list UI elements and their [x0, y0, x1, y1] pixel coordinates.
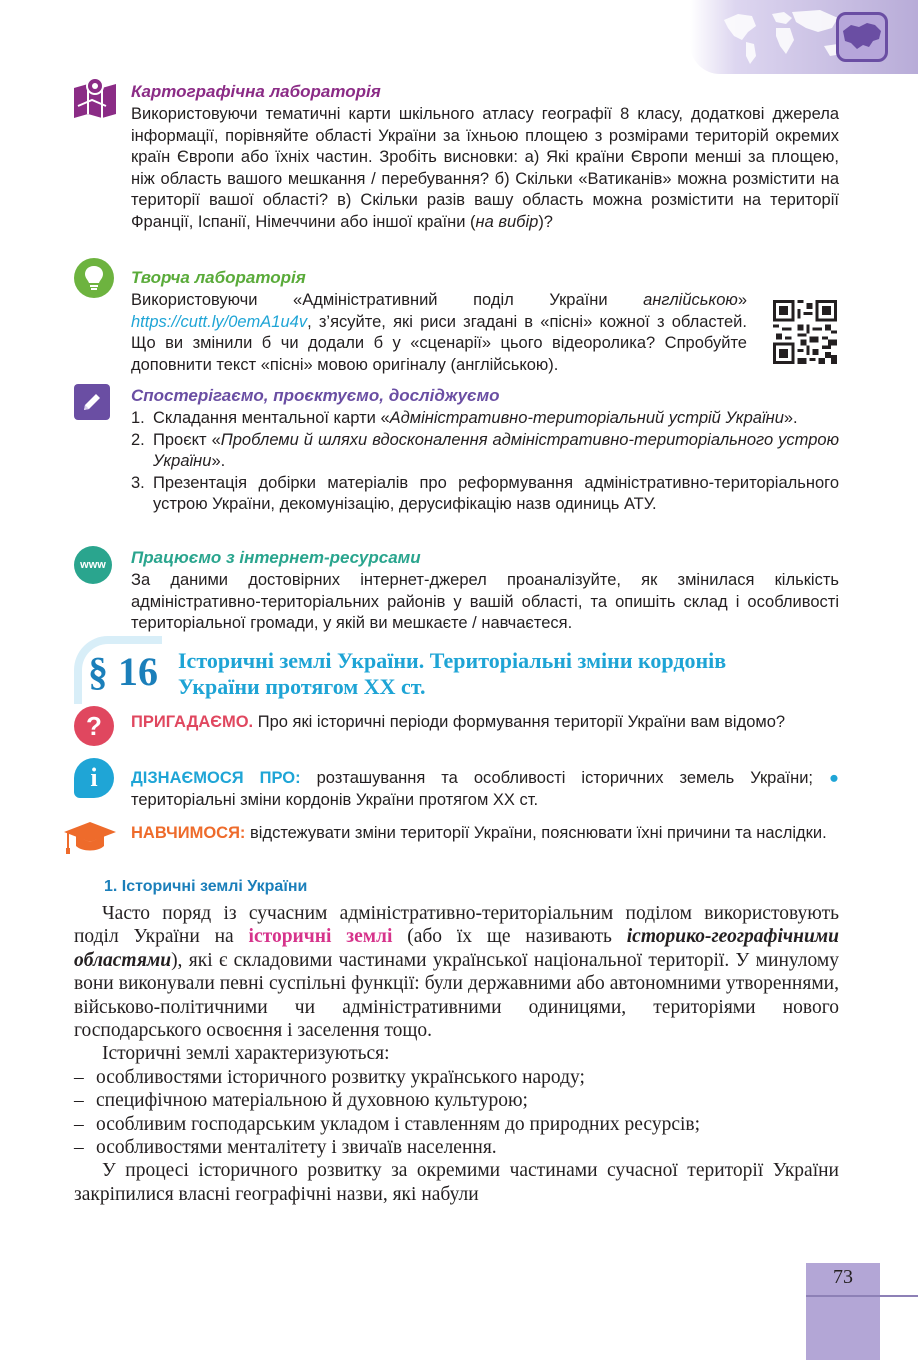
pencil-icon — [80, 390, 104, 414]
observe-title: Спостерігаємо, проєктуємо, досліджуємо — [131, 386, 500, 405]
map-lab-icon-box — [72, 76, 120, 118]
world-map-icon — [720, 6, 850, 66]
map-lab-title: Картографічна лабораторія — [131, 82, 381, 101]
paragraph-number: § 16 — [88, 649, 158, 694]
list-item: 2. Проєкт «Проблеми й шляхи вдосконалення адміністративно-територіального устрою України». — [131, 430, 840, 470]
ukraine-badge — [836, 12, 888, 62]
section-heading: 1. Історичні землі України — [104, 878, 308, 895]
www-icon: www — [74, 546, 112, 584]
page-number: 73 — [833, 1266, 853, 1288]
recall-block: ПРИГАДАЄМО. Про які історичні періоди формування території України вам відомо? — [131, 713, 786, 731]
list-item: – особливостями історичного розвитку українського народу; — [74, 1066, 585, 1088]
list-item: – особливим господарським укладом і ставленням до природних ресурсів; — [74, 1113, 701, 1135]
question-icon: ? — [74, 706, 114, 746]
list-item: – особливостями менталітету і звичаїв населення. — [74, 1137, 497, 1159]
list-item: – специфічною матеріальною й духовною культурою; — [74, 1090, 528, 1112]
list-item: 3. Презентація добірки матеріалів про реформування адміністративно-територіального устрою України, декомунізацію, дерусифікацію назв одиниць АТУ. — [131, 473, 839, 513]
ukraine-map-icon — [839, 15, 885, 59]
internet-title: Працюємо з інтернет-ресурсами — [131, 548, 421, 567]
video-link[interactable]: https://cutt.ly/0emA1u4v — [131, 312, 308, 331]
will-learn-block: НАВЧИМОСЯ: відстежувати зміни території України, пояснювати їхні причини та наслідки. — [131, 824, 827, 842]
creative-lab-text: Використовуючи «Адміністративний поділ України англійською» https://cutt.ly/0emA1u4v, з’ясуйте, які риси згадані в «пісні» кожної з областей. Що ви змінили б чи додали б у «сценарії» цього відеоролика? Спробуйте доповнити текст «пісні» мовою оригіналу (англійською). — [131, 291, 747, 374]
creative-lab-title: Творча лабораторія — [131, 268, 306, 287]
paragraph-title: Історичні землі України. Територіальні зміни кордонів України протягом ХХ ст. — [178, 648, 727, 699]
internet-text: За даними достовірних інтернет-джерел проаналізуйте, як змінилася кількість адміністративно-територіальних районів у вашій області, та опишіть склад і особливості територіальної громади, у якій ви мешкаєте / навчаєтеся. — [131, 571, 839, 632]
learn-block: ДІЗНАЄМОСЯ ПРО: розташування та особливості історичних земель України; ● територіальні зміни кордонів України протягом ХХ ст. — [131, 769, 840, 809]
graduation-cap-box — [62, 820, 118, 856]
section-body: Часто поряд із сучасним адміністративно-територіальним поділом використовують поділ України на історичні землі (або їх ще називають історико-географічними областями), які є складовими частинами української національної території. У минулому вони виконували певні суспільні функції: були державними або автономними утвореннями, військово-політичними чи адміністративними одиницями, територіями нового господарського освоєння і заселення тощо. Історичні землі характеризуються: – особливостями історичного розвитку українського народу; – специфічною матеріальною й духовною культурою; – особливим господарським укладом і ставленням до природних ресурсів; – особливостями менталітету і звичаїв населення. У процесі історичного розвитку за окремими частинами сучасної території України закріпилися власні географічні назви, які набули — [74, 903, 840, 1205]
map-lab-text: Використовуючи тематичні карти шкільного атласу географії 8 класу, додаткові джерела інформації, порівняйте області України за їхньою площею з розмірами територій окремих країн Європи або їхніх частин. Зробіть висновки: а) Які країни Європи менші за площею, ніж область вашого мешкання / перебування? б) Скільки «Ватиканів» можна розмістити на території вашої області? в) Скільки разів вашу область можна розмістити на території Франції, Іспанії, Німеччини або іншої країни (на вибір)? — [131, 105, 839, 231]
list-item: 1. Складання ментальної карти «Адміністративно-територіальний устрій України». — [131, 409, 798, 427]
graduation-cap-icon — [62, 820, 118, 856]
creative-lab-icon-box — [74, 258, 114, 298]
qr-code-icon[interactable] — [773, 300, 837, 364]
lightbulb-icon — [82, 264, 106, 292]
observe-list — [131, 408, 839, 516]
info-icon: i — [74, 758, 114, 798]
page-divider — [806, 1295, 918, 1297]
map-pin-icon — [72, 76, 120, 118]
observe-icon-box — [74, 384, 110, 420]
